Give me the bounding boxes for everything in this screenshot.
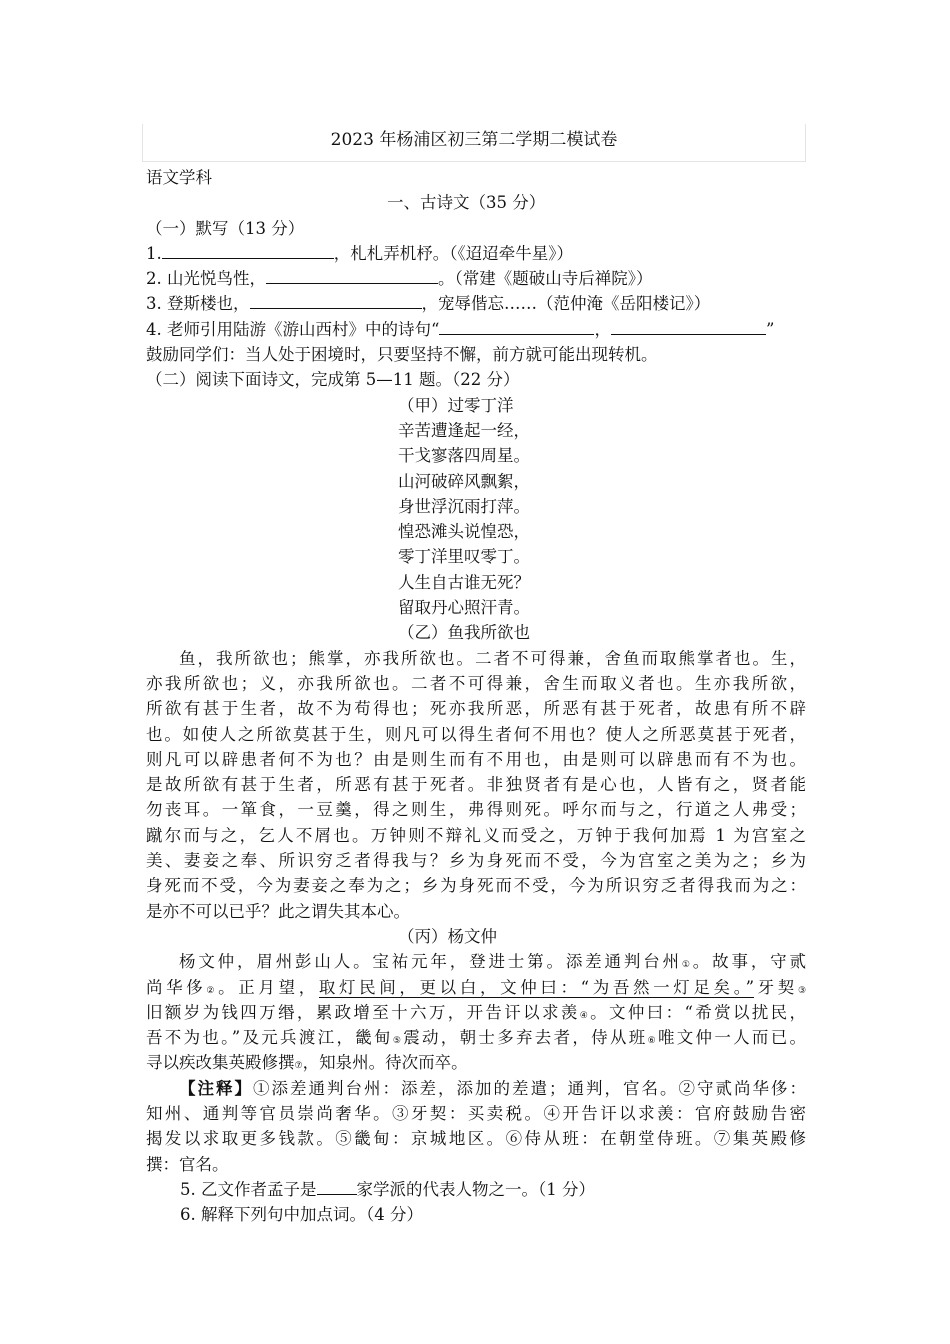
third-line: 寻以疾改集英殿修撰⑦，知泉州。待次而卒。 <box>146 1053 468 1073</box>
prose-line: 所欲有甚于生者，故不为苟得也；死亦我所恶，所恶有甚于死者，故患有所不辟 <box>146 699 806 719</box>
part2-heading: （二）阅读下面诗文，完成第 5—11 题。（22 分） <box>146 370 520 390</box>
answer-blank[interactable] <box>162 241 334 259</box>
fill-question-4: 4. 老师引用陆游《游山西村》中的诗句“ ， ” <box>146 317 806 342</box>
notes-line: 知州、通判等官员崇尚奢华。③牙契：买卖税。④开告讦以求羡：官府鼓励告密 <box>146 1103 806 1123</box>
fill-question-4-line2: 鼓励同学们：当人处于困境时，只要坚持不懈，前方就可能出现转机。 <box>146 345 658 365</box>
question-5: 5. 乙文作者孟子是 家学派的代表人物之一。（1 分） <box>146 1177 806 1202</box>
answer-blank[interactable] <box>266 266 438 284</box>
third-line: 杨文仲，眉州彭山人。宝祐元年，登进士第。添差通判台州①。故事，守贰 <box>179 952 807 972</box>
third-line: 尚华侈②。正月望，取灯民间，更以白，文仲曰：“为吾然一灯足矣。”牙契③ <box>146 977 807 997</box>
prose-line: 是亦不可以已乎？此之谓失其本心。 <box>146 901 410 921</box>
prose-line: 鱼，我所欲也；熊掌，亦我所欲也。二者不可得兼，舍鱼而取熊掌者也。生， <box>179 648 806 668</box>
poem-line: 惶恐滩头说惶恐， <box>398 522 530 542</box>
notes-label: 【注释】 <box>179 1078 253 1098</box>
poem-line: 零丁洋里叹零丁。 <box>398 547 530 567</box>
poem-line: 辛苦遭逢起一经， <box>398 420 530 440</box>
poem-title: （甲）过零丁洋 <box>398 395 514 415</box>
prose-title: （乙）鱼我所欲也 <box>398 623 530 643</box>
subject-label: 语文学科 <box>146 168 212 187</box>
prose-line: 也。如使人之所欲莫甚于生，则凡可以得生者何不用也？使人之所恶莫甚于死者， <box>146 724 806 744</box>
fill-question-1: 1. ，札札弄机杼。（《迢迢牵牛星》） <box>146 241 806 266</box>
answer-blank[interactable] <box>317 1177 357 1195</box>
answer-blank[interactable] <box>250 291 422 309</box>
prose-line: 勿丧耳。一箪食，一豆羹，得之则生，弗得则死。呼尔而与之，行道之人弗受； <box>146 800 806 820</box>
poem-line: 山河破碎风飘絮， <box>398 471 530 491</box>
exam-content <box>146 165 806 1227</box>
fill-question-2: 2. 山光悦鸟性， 。（常建《题破山寺后禅院》） <box>146 266 806 291</box>
prose-line: 身死而不受，今为妻妾之奉为之；乡为身死而不受，今为所识穷乏者得我而为之： <box>146 876 806 896</box>
answer-blank[interactable] <box>439 317 594 335</box>
poem-line: 留取丹心照汗青。 <box>398 598 530 618</box>
third-line: 旧额岁为钱四万缗，累政增至十六万，开告讦以求羡④。文仲曰：“希赏以扰民， <box>146 1002 807 1022</box>
prose-line: 则凡可以辟患者何不为也？由是则生而有不用也，由是则可以辟患而有不为也。 <box>146 749 806 769</box>
prose-line: 美、妻妾之奉、所识穷乏者得我与？乡为身死而不受，今为宫室之美为之；乡为 <box>146 851 806 871</box>
third-title: （丙）杨文仲 <box>398 926 497 946</box>
poem-line: 干戈寥落四周星。 <box>398 446 530 466</box>
answer-blank[interactable] <box>611 317 766 335</box>
third-line: 吾不为也。”及元兵渡江，畿甸⑤震动，朝士多弃去者，侍从班⑥唯文仲一人而已。 <box>146 1028 807 1048</box>
part1-heading: （一）默写（13 分） <box>146 218 305 238</box>
poem-line: 身世浮沉雨打萍。 <box>398 496 530 516</box>
fill-question-3: 3. 登斯楼也， ，宠辱偕忘……（范仲淹《岳阳楼记》） <box>146 291 806 316</box>
prose-line: 亦我所欲也；义，亦我所欲也。二者不可得兼，舍生而取义者也。生亦我所欲， <box>146 673 806 693</box>
notes-line: 撰：官名。 <box>146 1154 229 1174</box>
underlined-sentence: 取灯民间，更以白，文仲曰：“为吾然一灯足矣。” <box>318 977 755 997</box>
poem-line: 人生自古谁无死？ <box>398 572 530 592</box>
prose-line: 蹴尔而与之，乞人不屑也。万钟则不辩礼义而受之，万钟于我何加焉 1 为宫室之 <box>146 825 806 845</box>
exam-title: 2023 年杨浦区初三第二学期二模试卷 <box>330 130 618 150</box>
question-6: 6. 解释下列句中加点词。（4 分） <box>180 1205 423 1225</box>
prose-line: 是故所欲有甚于生者，所恶有甚于死者。非独贤者有是心也，人皆有之，贤者能 <box>146 775 806 795</box>
notes-line: 【注释】①添差通判台州：添差，添加的差遣；通判，官名。②守贰尚华侈： <box>179 1078 806 1098</box>
notes-line: 揭发以求取更多钱款。⑤畿甸：京城地区。⑥侍从班：在朝堂侍班。⑦集英殿修 <box>146 1129 806 1149</box>
section-heading: 一、古诗文（35 分） <box>387 193 546 213</box>
